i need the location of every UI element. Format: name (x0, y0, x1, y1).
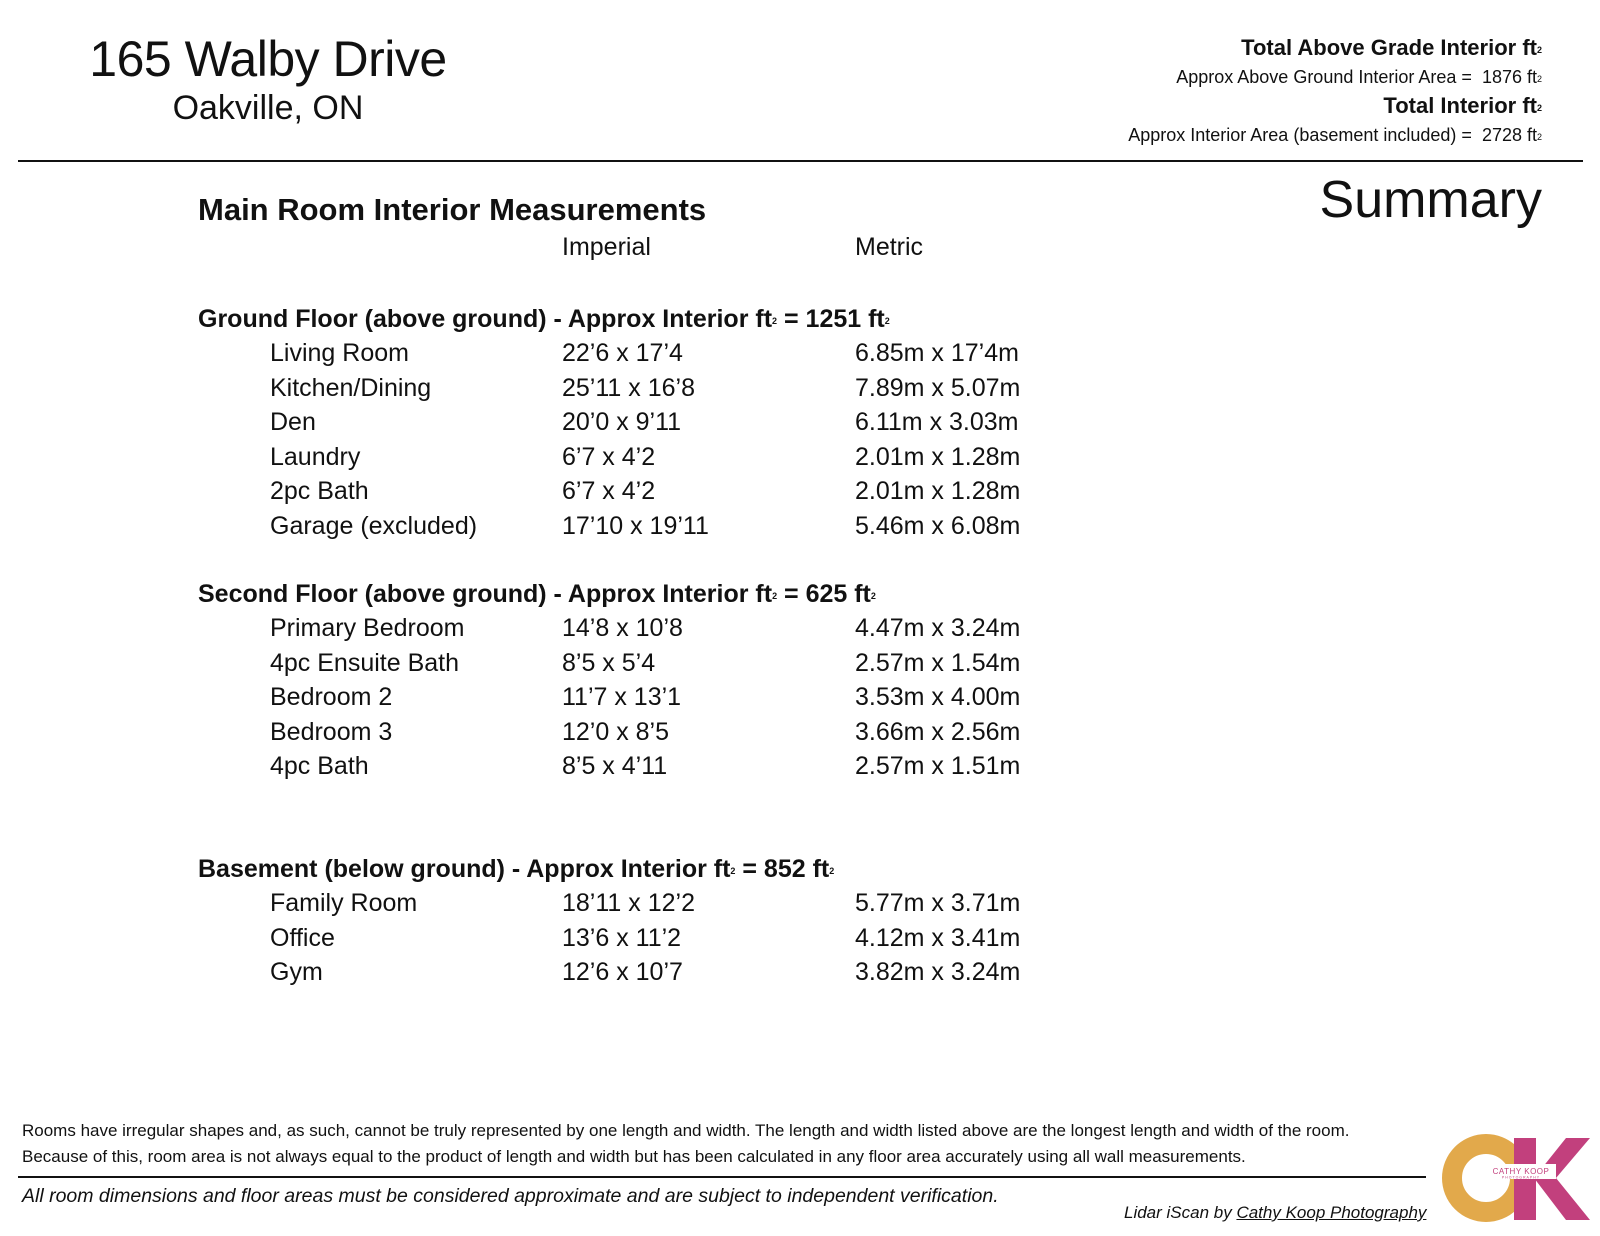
disclaimer-line: Because of this, room area is not always equal to the product of length and width but has been calculated in any floor area accurately using all wall measurements. (22, 1147, 1246, 1166)
area-totals (1128, 34, 1542, 150)
room-row (198, 611, 1098, 646)
total-interior-area: Approx Interior Area (basement included) = 2728 $ft^2$ (1128, 125, 1542, 145)
column-header-imperial: Imperial (562, 233, 651, 261)
room-name: Garage (excluded) (270, 511, 478, 540)
room-name: 4pc Ensuite Bath (270, 648, 460, 677)
room-name: Family Room (270, 889, 418, 917)
room-row (198, 371, 1098, 406)
room-imperial: 17’10 x 19’11 (562, 511, 709, 540)
room-imperial: 13’6 x 11’2 (562, 923, 682, 952)
room-row (198, 955, 1098, 990)
room-row (198, 336, 1098, 371)
room-metric: 5.46m x 6.08m (855, 511, 1021, 540)
logo-text: CATHY KOOP (1492, 1167, 1550, 1176)
room-row (198, 886, 1098, 921)
room-row (198, 440, 1098, 475)
room-row (198, 680, 1098, 715)
room-name: Primary Bedroom (270, 614, 465, 642)
room-imperial: 6’7 x 4’2 (562, 477, 656, 505)
room-imperial: 18’11 x 12’2 (562, 889, 695, 917)
room-name: 4pc Bath (270, 752, 369, 780)
room-imperial: 20’0 x 9’11 (562, 408, 682, 436)
room-metric: 3.66m x 2.56m (855, 717, 1021, 746)
footer-divider (18, 1176, 1426, 1178)
room-name: Kitchen/Dining (270, 373, 432, 402)
ck-logo (1442, 1134, 1592, 1222)
room-metric: 6.11m x 3.03m (855, 408, 1019, 436)
header-divider (18, 160, 1583, 162)
scan-credit: Lidar iScan by Cathy Koop Photography (1124, 1203, 1427, 1222)
room-name: Gym (270, 958, 323, 986)
room-metric: 4.12m x 3.41m (855, 923, 1021, 952)
room-metric: 2.57m x 1.51m (855, 752, 1021, 780)
property-address (18, 30, 518, 128)
floor-heading: Ground Floor (above ground) - Approx Interior $ft^2 = 1251$ $ft^2$ (198, 305, 890, 333)
room-imperial: 25’11 x 16’8 (562, 373, 695, 402)
room-imperial: 8’5 x 5’4 (562, 648, 656, 677)
city: Oakville, ON (172, 89, 364, 127)
room-name: Office (270, 923, 335, 952)
room-metric: 3.82m x 3.24m (855, 958, 1021, 986)
room-row (198, 405, 1098, 440)
street-address: 165 Walby Drive (89, 31, 447, 87)
room-imperial: 12’6 x 10’7 (562, 958, 683, 986)
room-name: Bedroom 2 (270, 683, 393, 711)
floor-heading: Basement (below ground) - Approx Interior $ft^2 = 852$ $ft^2$ (198, 855, 835, 883)
room-row (198, 646, 1098, 681)
room-name: 2pc Bath (270, 477, 369, 505)
room-name: Laundry (270, 442, 361, 471)
column-header-metric: Metric (855, 233, 924, 261)
room-imperial: 14’8 x 10’8 (562, 614, 683, 642)
room-metric: 2.01m x 1.28m (855, 477, 1021, 505)
room-name: Living Room (270, 339, 409, 367)
disclaimer-line: Rooms have irregular shapes and, as such, cannot be truly represented by one length and width. The length and width listed above are the longest length and width of the room. (22, 1121, 1350, 1140)
room-metric: 2.57m x 1.54m (855, 648, 1021, 677)
measurements-title: Main Room Interior Measurements (198, 192, 707, 227)
room-row (198, 509, 1098, 544)
summary-heading: Summary (1319, 171, 1542, 229)
room-imperial: 8’5 x 4’11 (562, 752, 668, 780)
measurement-disclaimer (22, 1118, 1452, 1170)
total-interior-title: Total Interior $ft^2$ (1383, 93, 1542, 118)
room-row (198, 749, 1098, 784)
room-name: Den (270, 408, 316, 436)
room-metric: 4.47m x 3.24m (855, 614, 1021, 642)
photographer-link[interactable]: Cathy Koop Photography (1236, 1203, 1427, 1222)
above-grade-area: Approx Above Ground Interior Area = 1876 $ft^2$ (1176, 67, 1542, 87)
floor-section-ground (198, 302, 1098, 543)
room-imperial: 22’6 x 17’4 (562, 339, 683, 367)
room-imperial: 11’7 x 13’1 (562, 683, 682, 711)
room-metric: 7.89m x 5.07m (855, 373, 1021, 402)
floor-heading: Second Floor (above ground) - Approx Interior $ft^2 = 625$ $ft^2$ (198, 580, 876, 608)
logo-subtext: PHOTOGRAPHY (1501, 1175, 1541, 1180)
above-grade-title: Total Above Grade Interior $ft^2$ (1241, 35, 1542, 60)
approximation-note: All room dimensions and floor areas must be considered approximate and are subject to independent verification. (22, 1185, 999, 1207)
room-row (198, 474, 1098, 509)
room-name: Bedroom 3 (270, 717, 393, 746)
floor-section-basement (198, 852, 1098, 990)
room-metric: 3.53m x 4.00m (855, 683, 1021, 711)
room-metric: 6.85m x 17’4m (855, 339, 1019, 367)
room-row (198, 921, 1098, 956)
room-metric: 5.77m x 3.71m (855, 889, 1021, 917)
room-imperial: 6’7 x 4’2 (562, 442, 656, 471)
room-metric: 2.01m x 1.28m (855, 442, 1021, 471)
room-row (198, 715, 1098, 750)
floor-section-second (198, 577, 1098, 784)
room-imperial: 12’0 x 8’5 (562, 717, 670, 746)
